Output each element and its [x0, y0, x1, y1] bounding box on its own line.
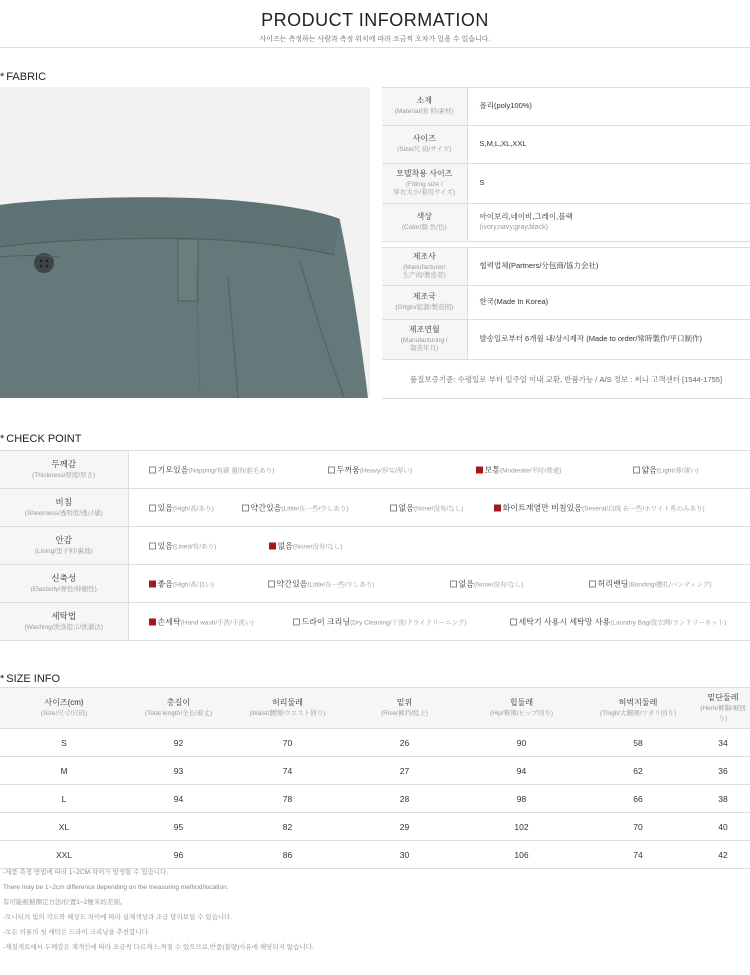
- option-label: 없음: [458, 579, 474, 588]
- check-label: 두께감: [51, 459, 77, 469]
- size-cell: 42: [696, 841, 750, 869]
- note-line: -모니터의 빛의 각도와 해상도 차이에 따라 실제색상과 조금 달라보일 수 있습니다.: [3, 914, 233, 921]
- check-option: [633, 464, 699, 475]
- fabric-row-origin: [382, 286, 750, 320]
- fabric-row-fitting: [382, 164, 750, 204]
- fabric-row-material: [382, 88, 750, 126]
- checkbox-icon: [268, 580, 275, 587]
- fitting-label: 모델착용 사이즈: [396, 168, 453, 178]
- size-cell: 74: [229, 757, 346, 785]
- origin-label: 제조국: [412, 292, 436, 302]
- check-label-en: (Washing/洗涤提示/洗濯法): [24, 623, 103, 631]
- option-label: 손세탁: [157, 617, 181, 626]
- check-option: [149, 502, 214, 513]
- note-line: -모든 의류의 첫 세탁은 드라이 크리닝을 추천합니다.: [3, 929, 150, 936]
- notes-list: [3, 865, 743, 955]
- size-cell: 36: [696, 757, 750, 785]
- check-label-en: (Lining/里子料/裏地): [34, 547, 93, 555]
- check-option: [242, 502, 349, 513]
- option-label: 없음: [277, 541, 293, 550]
- option-sublabel: (Little/在一些/少しあり): [307, 581, 375, 588]
- option-label: 화이트계열만 비침있음: [502, 503, 583, 512]
- option-label: 기모있음: [157, 465, 189, 474]
- size-header-cell: [696, 688, 750, 729]
- origin-value: 한국(Made In Korea): [467, 286, 750, 320]
- check-row: [0, 603, 750, 641]
- check-option: [510, 616, 727, 627]
- check-option: [476, 464, 562, 475]
- option-label: 세탁기 사용시 세탁망 사용: [518, 617, 611, 626]
- size-cell: 74: [580, 841, 696, 869]
- check-label-en: (Sheerness/透明度/透け感): [24, 509, 103, 517]
- option-sublabel: (Banding/腰扎/バンディング): [628, 581, 712, 588]
- size-cell: 40: [696, 813, 750, 841]
- check-option: [328, 464, 413, 475]
- size-header-label-en: (Waist/腰围/ウエスト回り): [249, 710, 326, 718]
- size-header-label: 밑단둘레: [707, 693, 739, 703]
- asterisk-icon: *: [0, 433, 5, 445]
- size-header-label: 총길이: [166, 698, 191, 708]
- option-sublabel: (None/没有/なし): [413, 505, 464, 512]
- option-sublabel: (Dry Cleaning/干洗/ドライクリーニング): [350, 619, 467, 626]
- size-cell: 28: [346, 785, 463, 813]
- top-divider: [0, 47, 750, 48]
- checkbox-icon: [589, 580, 596, 587]
- size-cell: 94: [463, 757, 580, 785]
- fabric-row-manufacturing-date: [382, 320, 750, 360]
- fabric-row-size: [382, 126, 750, 164]
- manufacturer-label: 제조사: [412, 251, 436, 261]
- page-title: PRODUCT INFORMATION: [261, 10, 489, 30]
- size-header-cell: [580, 688, 696, 729]
- manufacturer-label-en: (Manufacturer/ 生产商/製造者): [402, 263, 446, 280]
- note-line: There may be 1~2cm difference depending on the measuring method/location.: [3, 884, 229, 891]
- size-cell: M: [0, 757, 128, 785]
- size-header-label-en: (Rise/裤裆/股上): [381, 710, 428, 718]
- size-cell: 78: [229, 785, 346, 813]
- fabric-row-manufacturer: [382, 248, 750, 286]
- size-cell: 92: [128, 729, 229, 757]
- checkbox-icon: [149, 580, 156, 587]
- size-cell: 27: [346, 757, 463, 785]
- check-section-title: * CHECK POINT: [0, 433, 82, 445]
- check-row: [0, 565, 750, 603]
- size-header-label-en: (Total length/全长/着丈): [144, 710, 213, 718]
- option-label: 약간있음: [250, 503, 282, 512]
- check-option: [149, 616, 254, 627]
- size-header-cell: [229, 688, 346, 729]
- size-cell: XXL: [0, 841, 128, 869]
- checkbox-icon: [476, 466, 483, 473]
- size-cell: S: [0, 729, 128, 757]
- option-sublabel: (Light/薄/薄い): [656, 467, 699, 474]
- size-cell: 30: [346, 841, 463, 869]
- check-option: [268, 578, 375, 589]
- note-line: 有可能根据测定方法/位置1~2厘米的差别。: [3, 899, 127, 906]
- table-row: [0, 813, 750, 841]
- option-sublabel: (Lined/有/あり): [172, 543, 217, 550]
- fabric-section-title: * FABRIC: [0, 71, 47, 83]
- origin-label-en: (Origin/起源/製造国): [395, 304, 454, 312]
- option-sublabel: (None/没有/なし): [473, 581, 524, 588]
- size-cell: 29: [346, 813, 463, 841]
- asterisk-icon: *: [0, 673, 5, 685]
- color-label-en: (Color/颜 色/色): [401, 224, 447, 232]
- option-label: 좋음: [157, 579, 173, 588]
- option-sublabel: (Hand wash/手洗/手洗い): [180, 619, 254, 626]
- check-row: [0, 489, 750, 527]
- size-cell: 38: [696, 785, 750, 813]
- size-cell: 95: [128, 813, 229, 841]
- size-cell: 58: [580, 729, 696, 757]
- check-option: [589, 578, 712, 589]
- option-label: 보통: [484, 465, 500, 474]
- note-line: -제품 측정 방법에 따라 1~2CM 차이가 발생할 수 있습니다.: [3, 869, 169, 876]
- fabric-row-note: [382, 360, 750, 399]
- fitting-label-en: (Fitting size / 穿衣大小/着用サイズ): [393, 180, 456, 197]
- material-label-en: (Material/面 料/素材): [394, 108, 454, 116]
- size-table: [0, 687, 750, 869]
- size-cell: 90: [463, 729, 580, 757]
- checkbox-icon: [269, 542, 276, 549]
- size-value: S,M,L,XL,XXL: [467, 126, 750, 164]
- size-header-cell: [0, 688, 128, 729]
- checkbox-icon: [390, 504, 397, 511]
- check-option: [269, 540, 343, 551]
- size-header-label: 사이즈(cm): [44, 698, 84, 708]
- option-label: 드라이 크리닝: [301, 617, 351, 626]
- asterisk-icon: *: [0, 71, 5, 83]
- check-label: 신축성: [51, 573, 77, 583]
- option-sublabel: (Little/在一些/少しあり): [281, 505, 349, 512]
- option-label: 없음: [398, 503, 414, 512]
- check-table: [0, 450, 750, 641]
- material-label: 소재: [416, 96, 432, 106]
- color-label: 색상: [416, 212, 432, 222]
- fitting-value: S: [467, 164, 750, 204]
- fabric-table: [382, 87, 750, 399]
- table-row: [0, 729, 750, 757]
- checkbox-icon: [293, 618, 300, 625]
- size-label: 사이즈: [412, 134, 436, 144]
- check-option: [494, 502, 705, 513]
- check-row: [0, 451, 750, 489]
- size-section-title: * SIZE INFO: [0, 673, 61, 685]
- option-label: 두꺼움: [336, 465, 360, 474]
- option-sublabel: (Several/白线 在一些/ホワイト系のみあり): [582, 505, 705, 512]
- size-cell: 106: [463, 841, 580, 869]
- check-option: [450, 578, 524, 589]
- option-label: 허리밴딩: [597, 579, 629, 588]
- option-sublabel: (High/高/あり): [172, 505, 214, 512]
- size-cell: 82: [229, 813, 346, 841]
- manufacturing-date-label-en: (Manufacturing / 制造年月): [400, 336, 448, 353]
- check-label: 비침: [55, 497, 72, 507]
- option-label: 얇음: [641, 465, 657, 474]
- page-subtitle: 사이즈는 측정하는 사람과 측정 위치에 따라 조금씩 오차가 있을 수 있습니다.: [259, 36, 491, 43]
- checkbox-icon: [328, 466, 335, 473]
- option-label: 약간있음: [276, 579, 308, 588]
- size-header-label: 허벅지둘레: [618, 698, 658, 708]
- size-cell: 94: [128, 785, 229, 813]
- table-row: [0, 785, 750, 813]
- product-photo: [0, 87, 370, 398]
- check-row: [0, 527, 750, 565]
- check-option: [149, 540, 217, 551]
- size-header-cell: [463, 688, 580, 729]
- checkbox-icon: [510, 618, 517, 625]
- option-label: 있음: [157, 541, 173, 550]
- size-cell: 62: [580, 757, 696, 785]
- size-header-label-en: (Size/尺寸/尺码): [40, 710, 88, 718]
- material-value: 폴리(poly100%): [467, 88, 750, 126]
- checkbox-icon: [149, 542, 156, 549]
- check-label-en: (Elasticity/弹性/伸縮性): [30, 585, 97, 593]
- check-option: [390, 502, 464, 513]
- fabric-row-color: [382, 204, 750, 242]
- size-cell: 102: [463, 813, 580, 841]
- color-value-en: (ivory,navy,gray,black): [479, 224, 548, 232]
- manufacturing-date-value: 발송일로부터 6개월 내/상시제작 (Made to order/常時製作/平口制作): [467, 320, 750, 360]
- quality-guarantee-note: 품질보증기준: 수령일로 부터 일주일 이내 교환, 반품가능 / A/S 정보 : 써니 고객센터 [1544-1755]: [382, 360, 750, 399]
- size-cell: 98: [463, 785, 580, 813]
- option-sublabel: (Moderate/平时/普通): [499, 467, 562, 474]
- option-sublabel: (High/高/良い): [172, 581, 214, 588]
- size-cell: 96: [128, 841, 229, 869]
- color-value: 아이보리,네이비,그레이,블랙: [479, 212, 573, 222]
- manufacturer-value: 협력업체(Partners/分包商/協力会社): [467, 248, 750, 286]
- size-cell: 26: [346, 729, 463, 757]
- size-header-cell: [346, 688, 463, 729]
- check-option: [293, 616, 467, 627]
- check-label-en: (Thickness/厚度/厚さ): [32, 471, 96, 479]
- size-header-label-en: (Hem/裤脚/裾回り): [700, 705, 746, 722]
- checkbox-icon: [633, 466, 640, 473]
- size-cell: 70: [229, 729, 346, 757]
- size-cell: 34: [696, 729, 750, 757]
- size-cell: 93: [128, 757, 229, 785]
- option-sublabel: (None/没有/なし): [292, 543, 343, 550]
- table-row: [0, 757, 750, 785]
- size-header-cell: [128, 688, 229, 729]
- size-header-label: 밑위: [396, 698, 413, 708]
- option-label: 있음: [157, 503, 173, 512]
- manufacturing-date-label: 제조연월: [408, 324, 440, 334]
- option-sublabel: (Heavy/厚实/厚い): [359, 467, 413, 474]
- size-header-label-en: (Hip/臀围/ヒップ回り): [490, 710, 553, 718]
- checkbox-icon: [242, 504, 249, 511]
- size-cell: 86: [229, 841, 346, 869]
- size-cell: 66: [580, 785, 696, 813]
- size-label-en: (Size/尺 码/サイズ): [397, 146, 452, 154]
- check-label: 세탁법: [51, 611, 77, 621]
- check-option: [149, 578, 214, 589]
- checkbox-icon: [149, 504, 156, 511]
- size-header-label: 허리둘레: [272, 698, 303, 708]
- check-label: 안감: [55, 535, 72, 545]
- option-sublabel: (Laundry Bag/洗衣网/ランドリーネット): [610, 619, 727, 626]
- checkbox-icon: [494, 504, 501, 511]
- option-sublabel: (Napping/有刷 量的/起毛あり): [188, 467, 275, 474]
- size-cell: 70: [580, 813, 696, 841]
- checkbox-icon: [149, 466, 156, 473]
- check-option: [149, 464, 275, 475]
- size-header-row: [0, 688, 750, 729]
- size-cell: XL: [0, 813, 128, 841]
- size-header-label: 힙둘레: [509, 698, 534, 708]
- checkbox-icon: [149, 618, 156, 625]
- size-header-label-en: (Thigh/大腿围/ワタリ回り): [599, 710, 677, 718]
- size-cell: L: [0, 785, 128, 813]
- checkbox-icon: [450, 580, 457, 587]
- note-line: -재질개요에서 두께감은 계개인에 따라 조금씩 다르게 느껴질 수 있으므로,반품(불량)사유에 해당되지 않습니다.: [3, 944, 314, 951]
